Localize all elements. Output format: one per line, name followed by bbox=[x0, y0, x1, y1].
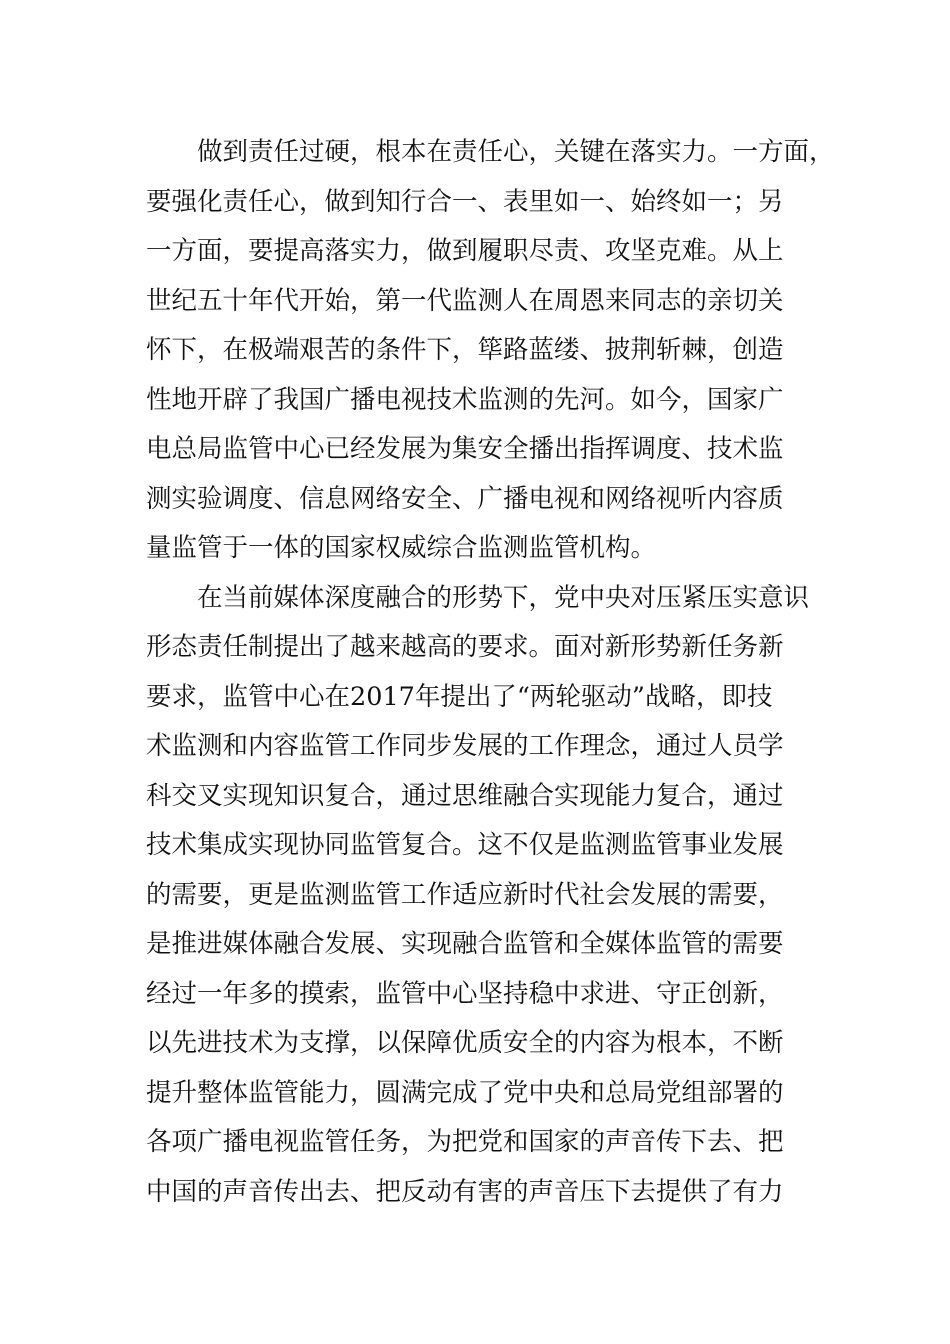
text-line: 世纪五十年代开始，第一代监测人在周恩来同志的亲切关 bbox=[146, 285, 784, 316]
text-line: 经过一年多的摸索，监管中心坚持稳中求进、守正创新， bbox=[146, 978, 784, 1009]
text-line: 中国的声音传出去、把反动有害的声音压下去提供了有力 bbox=[146, 1176, 784, 1207]
text-line: 量监管于一体的国家权威综合监测监管机构。 bbox=[146, 533, 657, 563]
text-line: 在当前媒体深度融合的形势下，党中央对压紧压实意识 bbox=[146, 582, 810, 613]
text-line: 怀下，在极端艰苦的条件下，筚路蓝缕、披荆斩棘，创造 bbox=[146, 335, 784, 365]
text-line: 是推进媒体融合发展、实现融合监管和全媒体监管的需要 bbox=[146, 929, 784, 959]
body-text bbox=[146, 128, 846, 1217]
text-line: 形态责任制提出了越来越高的要求。面对新形势新任务新 bbox=[146, 632, 784, 662]
text-line: 一方面，要提高落实力，做到履职尽责、攻坚克难。从上 bbox=[146, 236, 784, 266]
text-line: 测实验调度、信息网络安全、广播电视和网络视听内容质 bbox=[146, 483, 784, 514]
text-line: 以先进技术为支撑，以保障优质安全的内容为根本，不断 bbox=[146, 1028, 784, 1058]
text-line: 要强化责任心，做到知行合一、表里如一、始终如一；另 bbox=[146, 186, 784, 217]
text-line: 提升整体监管能力，圆满完成了党中央和总局党组部署的 bbox=[146, 1077, 784, 1108]
text-line: 科交叉实现知识复合，通过思维融合实现能力复合，通过 bbox=[146, 780, 784, 811]
text-line: 技术集成实现协同监管复合。这不仅是监测监管事业发展 bbox=[146, 830, 784, 860]
text-line: 的需要，更是监测监管工作适应新时代社会发展的需要， bbox=[146, 879, 784, 910]
text-line: 各项广播电视监管任务，为把党和国家的声音传下去、把 bbox=[146, 1127, 784, 1157]
text-line: 做到责任过硬，根本在责任心，关键在落实力。一方面， bbox=[146, 137, 835, 167]
text-line: 电总局监管中心已经发展为集安全播出指挥调度、技术监 bbox=[146, 434, 784, 464]
text-line: 要求，监管中心在2017年提出了“两轮驱动”战略，即技 bbox=[146, 681, 773, 712]
text-line: 术监测和内容监管工作同步发展的工作理念，通过人员学 bbox=[146, 731, 784, 761]
text-line: 性地开辟了我国广播电视技术监测的先河。如今，国家广 bbox=[146, 384, 784, 415]
